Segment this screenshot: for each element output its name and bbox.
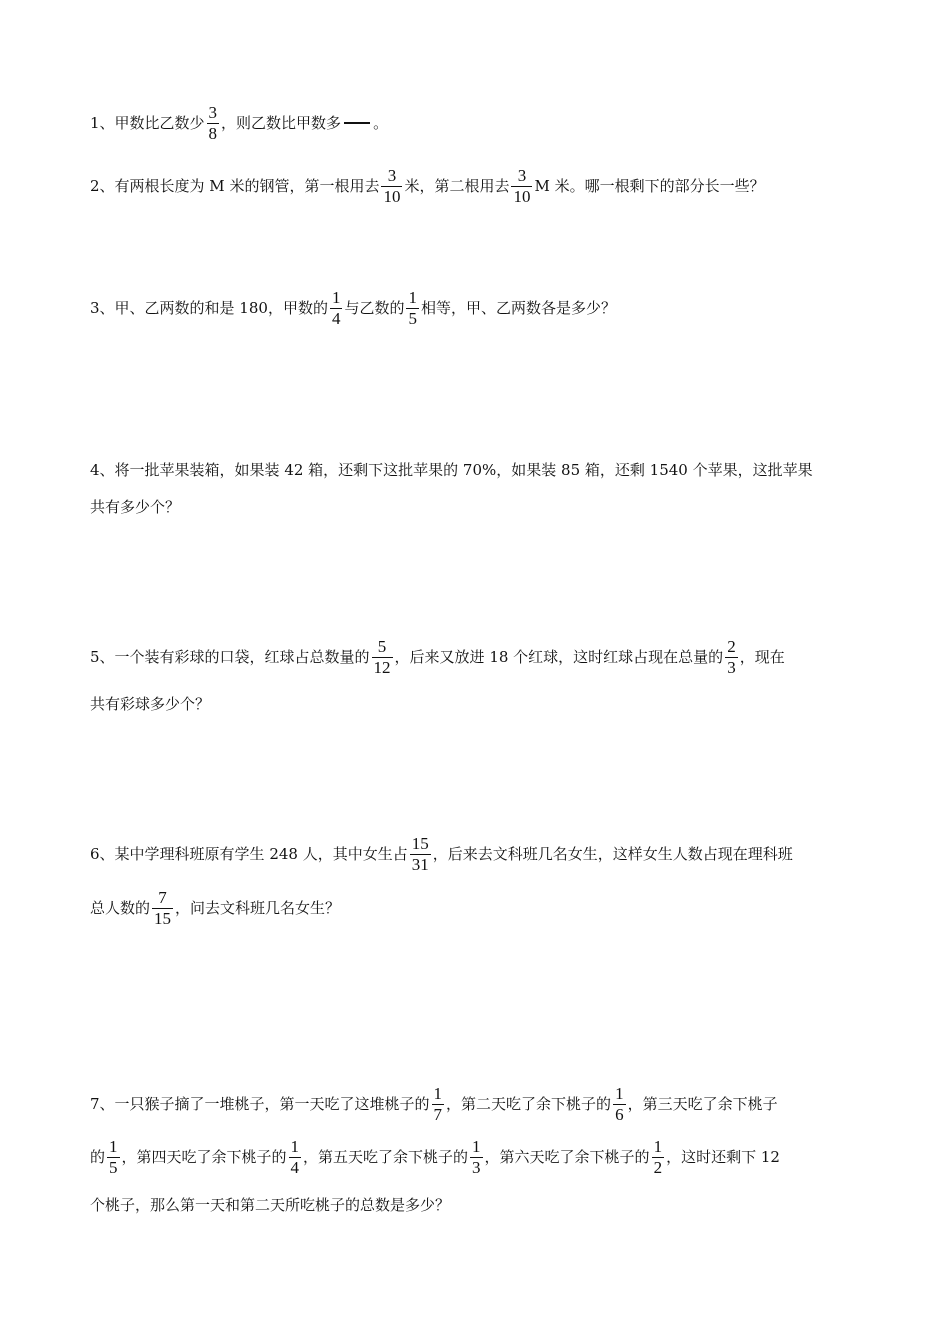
- question-6-line-2: [90, 889, 340, 928]
- q7-fraction-3: [107, 1138, 120, 1177]
- q1-text-c: 。: [373, 113, 389, 132]
- q7-text-c: ，第三天吃了余下桃子: [627, 1094, 778, 1113]
- q2-fraction-1: [381, 167, 402, 206]
- q7-text-g: ，第六天吃了余下桃子的: [484, 1147, 650, 1166]
- answer-blank[interactable]: [344, 122, 370, 124]
- q3-fraction-1-denominator: 4: [331, 308, 341, 328]
- q3-fraction-2-denominator: 5: [408, 308, 417, 328]
- q2-fraction-2: [511, 167, 532, 206]
- q1-fraction-1-numerator: 3: [208, 103, 218, 122]
- q2-text-a: 2、有两根长度为 M 米的钢管，第一根用去: [90, 176, 380, 195]
- q7-fraction-4: [289, 1138, 302, 1177]
- q5-fraction-2-numerator: 2: [727, 637, 736, 656]
- q5-fraction-2-denominator: 3: [727, 657, 736, 677]
- question-4-line-1: [90, 463, 813, 478]
- question-7-line-2: [90, 1138, 780, 1177]
- q6-fraction-2: [152, 889, 173, 928]
- q3-text-c: 相等，甲、乙两数各是多少？: [420, 298, 616, 317]
- q7-fraction-5-denominator: 3: [472, 1157, 481, 1177]
- q7-text-b: ，第二天吃了余下桃子的: [446, 1094, 612, 1113]
- q6-fraction-2-denominator: 15: [154, 908, 172, 928]
- q7-fraction-1-denominator: 7: [433, 1104, 443, 1124]
- question-7-line-3: [90, 1198, 450, 1213]
- q6-fraction-1-numerator: 15: [411, 834, 429, 853]
- q7-fraction-5: [470, 1138, 483, 1177]
- q5-text-line-2: 共有彩球多少个？: [90, 695, 211, 713]
- q7-fraction-2-numerator: 1: [615, 1084, 624, 1103]
- q7-fraction-6-denominator: 2: [653, 1157, 663, 1177]
- q6-fraction-1-denominator: 31: [411, 854, 429, 874]
- q7-fraction-2-denominator: 6: [615, 1104, 624, 1124]
- q5-fraction-2: [725, 638, 738, 677]
- q6-text-b: ，后来去文科班几名女生，这样女生人数占现在理科班: [432, 844, 793, 863]
- q2-text-c: M 米。哪一根剩下的部分长一些？: [534, 176, 765, 195]
- q7-fraction-1-numerator: 1: [433, 1084, 443, 1103]
- q3-fraction-2: [406, 289, 419, 328]
- q5-text-b: ，后来又放进 18 个红球，这时红球占现在总量的: [394, 647, 724, 666]
- q3-fraction-2-numerator: 1: [408, 288, 417, 307]
- q6-fraction-2-numerator: 7: [158, 888, 167, 907]
- q1-text-b: ，则乙数比甲数多: [221, 113, 342, 132]
- q7-text-a: 7、一只猴子摘了一堆桃子，第一天吃了这堆桃子的: [90, 1094, 430, 1113]
- q6-text-a: 6、某中学理科班原有学生 248 人，其中女生占: [90, 844, 408, 863]
- q3-fraction-1-numerator: 1: [331, 288, 341, 307]
- q5-text-c: ，现在: [739, 647, 785, 666]
- q1-fraction-1: [207, 104, 220, 143]
- q7-fraction-1: [432, 1085, 445, 1124]
- q2-fraction-1-denominator: 10: [383, 186, 401, 206]
- q7-text-h: ，这时还剩下 12: [666, 1147, 780, 1166]
- q4-text-line-1: 4、将一批苹果装箱，如果装 42 箱，还剩下这批苹果的 70%，如果装 85 箱，还剩 1540 个苹果，这批苹果: [90, 461, 813, 479]
- question-1: [90, 104, 388, 143]
- q7-fraction-5-numerator: 1: [472, 1137, 481, 1156]
- q7-fraction-6: [652, 1138, 665, 1177]
- q5-fraction-1: [372, 638, 393, 677]
- q3-fraction-1: [330, 289, 343, 328]
- q7-text-line-3: 个桃子，那么第一天和第二天所吃桃子的总数是多少？: [90, 1196, 451, 1214]
- q5-fraction-1-denominator: 12: [373, 657, 391, 677]
- q1-fraction-1-denominator: 8: [208, 123, 218, 143]
- question-3: [90, 289, 616, 328]
- q7-fraction-4-denominator: 4: [290, 1157, 300, 1177]
- q2-text-b: 米，第二根用去: [404, 176, 510, 195]
- q5-text-a: 5、一个装有彩球的口袋，红球占总数量的: [90, 647, 370, 666]
- q7-fraction-3-numerator: 1: [109, 1137, 118, 1156]
- q7-text-f: ，第五天吃了余下桃子的: [303, 1147, 469, 1166]
- q1-text-a: 1、甲数比乙数少: [90, 113, 205, 132]
- question-7-line-1: [90, 1085, 778, 1124]
- q3-text-b: 与乙数的: [344, 298, 405, 317]
- question-4-line-2: [90, 500, 180, 515]
- q7-text-d: 的: [90, 1147, 106, 1166]
- question-5-line-2: [90, 697, 210, 712]
- q5-fraction-1-numerator: 5: [377, 637, 387, 656]
- q6-text-d: ，问去文科班几名女生？: [175, 898, 341, 917]
- q7-text-e: ，第四天吃了余下桃子的: [121, 1147, 287, 1166]
- question-5-line-1: [90, 638, 785, 677]
- q2-fraction-1-numerator: 3: [387, 166, 397, 185]
- q3-text-a: 3、甲、乙两数的和是 180，甲数的: [90, 298, 328, 317]
- q7-fraction-4-numerator: 1: [290, 1137, 300, 1156]
- question-6-line-1: [90, 835, 793, 874]
- q7-fraction-2: [613, 1085, 626, 1124]
- q2-fraction-2-numerator: 3: [517, 166, 527, 185]
- q2-fraction-2-denominator: 10: [513, 186, 531, 206]
- q7-fraction-3-denominator: 5: [109, 1157, 118, 1177]
- q6-fraction-1: [410, 835, 431, 874]
- q7-fraction-6-numerator: 1: [653, 1137, 663, 1156]
- q6-text-c: 总人数的: [90, 898, 151, 917]
- question-2: [90, 167, 765, 206]
- q4-text-line-2: 共有多少个？: [90, 498, 181, 516]
